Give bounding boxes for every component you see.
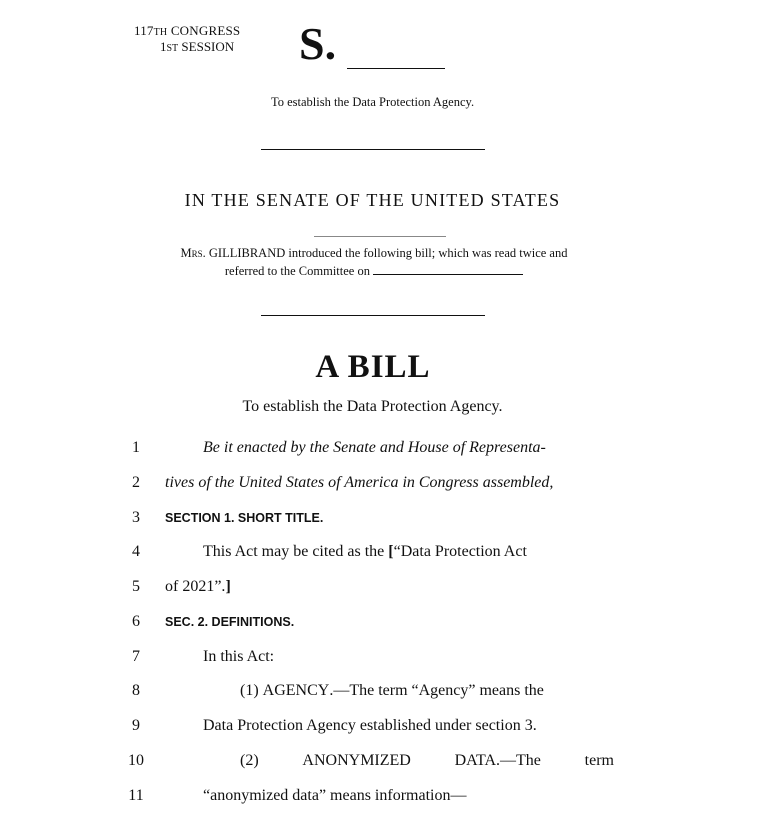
- bill-line: [0, 575, 759, 599]
- line-text: tives of the United States of America in Congress assembled,: [165, 474, 554, 491]
- line-text: of 2021”.]: [165, 578, 231, 595]
- introduction-text: Mrs. GILLIBRAND introduced the following bill; which was read twice and referred to the Committee on: [180, 246, 568, 278]
- divider-rule: [261, 149, 485, 150]
- section-heading: SEC. 2. DEFINITIONS.: [165, 615, 295, 629]
- bill-line: [0, 714, 759, 738]
- line-number: 3: [132, 509, 140, 526]
- line-text: In this Act:: [203, 648, 275, 665]
- line-text: “anonymized data” means information—: [203, 787, 467, 804]
- bill-line: [0, 784, 759, 808]
- line-number: 1: [132, 439, 140, 456]
- line-text: This Act may be cited as the [“Data Protection Act: [203, 543, 527, 560]
- line-number: 2: [132, 474, 140, 491]
- line-number: 10: [128, 752, 144, 769]
- chamber-heading: IN THE SENATE OF THE UNITED STATES: [184, 190, 561, 210]
- bracket-open: [: [388, 543, 394, 560]
- thin-divider: [314, 236, 446, 237]
- bracket-close: ]: [225, 578, 231, 595]
- congress-label: 117TH CONGRESS: [134, 23, 241, 38]
- line-text: (2) ANONYMIZED DATA.—The term: [240, 749, 614, 773]
- line-number: 7: [132, 648, 140, 665]
- line-text: Be it enacted by the Senate and House of Representa-: [203, 439, 546, 456]
- bill-line: [0, 749, 759, 773]
- bill-line: [0, 436, 759, 460]
- bill-line: [0, 645, 759, 669]
- bill-line: [0, 679, 759, 703]
- bill-line: [0, 471, 759, 495]
- line-number: 8: [132, 682, 140, 699]
- line-number: 11: [128, 787, 144, 804]
- line-number: 6: [132, 613, 140, 630]
- line-number: 9: [132, 717, 140, 734]
- line-text: (1) AGENCY.—The term “Agency” means the: [240, 682, 544, 699]
- divider-rule: [261, 315, 485, 316]
- defined-term: AGENCY: [262, 682, 330, 699]
- bill-line: [0, 610, 759, 634]
- section-heading: SECTION 1. SHORT TITLE.: [165, 511, 324, 525]
- bill-line: [0, 540, 759, 564]
- line-text: Data Protection Agency established under section 3.: [203, 717, 537, 734]
- committee-blank: [373, 264, 523, 275]
- purpose-summary: To establish the Data Protection Agency.: [270, 95, 475, 109]
- bill-purpose: To establish the Data Protection Agency.: [242, 398, 503, 415]
- session-label: 1ST SESSION: [160, 39, 235, 54]
- line-number: 5: [132, 578, 140, 595]
- defined-term: DATA: [454, 752, 497, 769]
- bill-prefix: S.: [299, 18, 337, 69]
- bill-number-blank: [347, 68, 445, 69]
- defined-term: ANONYMIZED: [302, 752, 411, 769]
- sponsor-name: Mrs. GILLIBRAND: [180, 246, 286, 260]
- bill-title: A BILL: [315, 349, 431, 385]
- bill-line: [0, 506, 759, 530]
- line-number: 4: [132, 543, 140, 560]
